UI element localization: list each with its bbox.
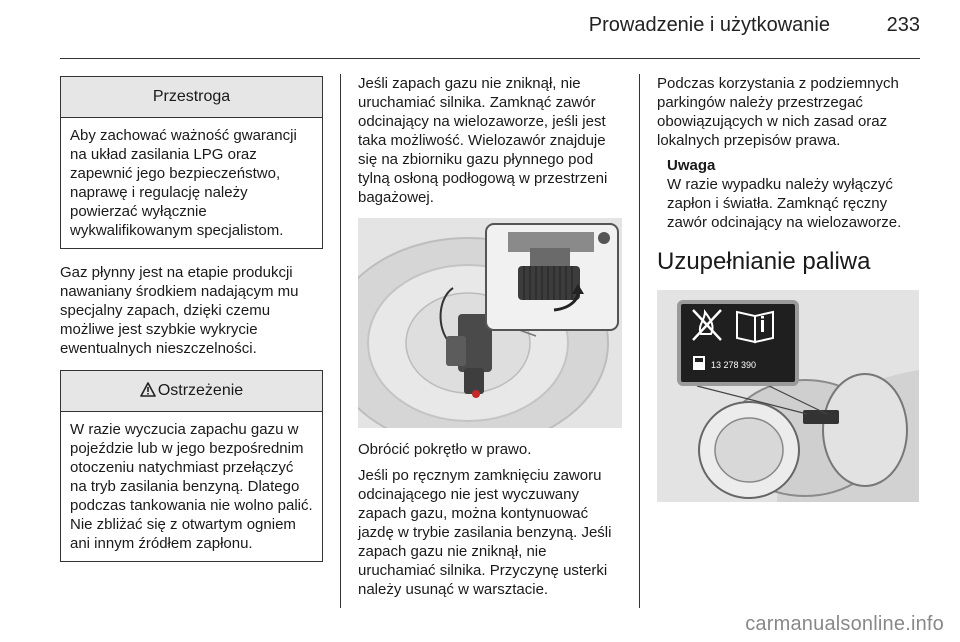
continue-driving-paragraph: Jeśli po ręcznym zamknięciu zaworu odcinającego nie jest wyczuwany zapach gazu, można kontynuować jazdę w trybie zasilania benzyną. Jeśli zapach gazu nie zniknął, nie uruchamiać silnika. Przyczynę usterki należy usunąć w warsztacie. xyxy=(358,467,612,598)
warning-box-body: W razie wyczucia zapachu gazu w pojeździe lub w jego bezpośrednim otoczeniu natychmiast przełączyć na tryb zasilania benzyną. Dlatego podczas tankowania nie wolno palić. Nie zbliżać się z otwartym ogniem ani innym źródłem zapłonu. xyxy=(70,421,313,552)
watermark: carmanualsonline.info xyxy=(745,613,944,635)
warning-box-title: Ostrzeżenie xyxy=(157,382,244,399)
caution-box xyxy=(60,76,323,249)
turn-knob-instruction: Obrócić pokrętło w prawo. xyxy=(358,441,532,458)
warning-triangle-icon xyxy=(140,382,156,397)
caution-box-body: Aby zachować ważność gwarancji na układ zasilania LPG oraz zapewnić jego bezpieczeństwo, naprawę i regulację należy powierzać wyłącznie wykwalifikowanym specjalistom. xyxy=(70,127,297,239)
page-number: 233 xyxy=(886,14,920,36)
column-3 xyxy=(657,74,919,502)
fuel-pump-icon xyxy=(693,356,705,370)
fuel-filler-figure xyxy=(657,290,919,502)
note-block xyxy=(657,156,919,232)
column-2 xyxy=(358,74,624,599)
figure-label: 13 278 390 xyxy=(711,360,757,370)
lpg-odor-paragraph: Gaz płynny jest na etapie produkcji nawaniany środkiem nadającym mu specjalny zapach, dzięki czemu możliwe jest szybkie wykrycie ewentualnych nieszczelności. xyxy=(60,264,299,357)
note-title: Uwaga xyxy=(667,157,716,174)
header-rule xyxy=(60,58,920,59)
underground-parking-paragraph: Podczas korzystania z podziemnych parkingów należy przestrzegać obowiązujących w nich zasad oraz lokalnych przepisów prawa. xyxy=(657,75,899,149)
multivalve-illustration xyxy=(358,218,622,428)
warning-box-header xyxy=(61,371,322,412)
section-heading-refuelling: Uzupełnianie paliwa xyxy=(657,248,871,275)
caution-box-title: Przestroga xyxy=(61,77,322,118)
page-header-title: Prowadzenie i użytkowanie xyxy=(588,14,830,36)
column-1 xyxy=(60,74,323,562)
note-body: W razie wypadku należy wyłączyć zapłon i światła. Zamknąć ręczny zawór odcinający na wielozaworze. xyxy=(667,176,902,231)
fuel-filler-illustration xyxy=(657,290,919,502)
gas-smell-paragraph: Jeśli zapach gazu nie zniknął, nie uruchamiać silnika. Zamknąć zawór odcinający na wielozaworze, jeśli jest taka możliwość. Wielozawór znajduje się na zbiorniku gazu płynnego pod tylną osłoną podłogową w przestrzeni bagażowej. xyxy=(358,75,608,206)
multivalve-figure xyxy=(358,218,622,428)
column-divider-right xyxy=(639,74,640,608)
warning-box xyxy=(60,370,323,562)
column-divider-left xyxy=(340,74,341,608)
